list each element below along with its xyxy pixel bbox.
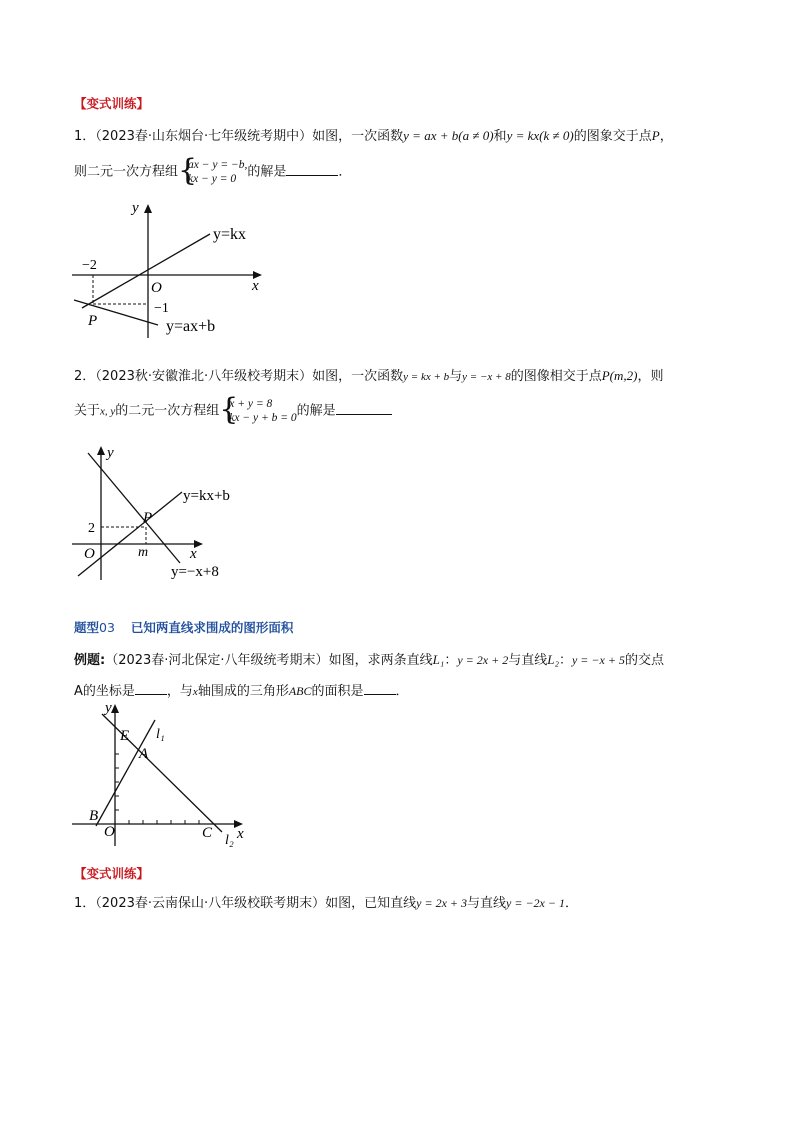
problem-text: 的图象交于点 — [573, 129, 652, 144]
equation: y = −x + 5 — [571, 653, 625, 667]
problem-text: 的交点 — [624, 653, 664, 668]
label-origin: O — [104, 824, 115, 840]
point-label: P — [651, 128, 660, 143]
label-y: y — [105, 700, 112, 716]
problem-text: 如图，一次函数 — [312, 369, 404, 384]
label-2: 2 — [88, 521, 95, 536]
problem-source: （2023秋·安徽淮北·八年级校考期末） — [95, 369, 313, 384]
problem-text: ． — [395, 684, 409, 699]
label-y: y — [107, 445, 114, 461]
problem-text: ，与 — [166, 684, 193, 699]
problem-text: 的图像相交于点 — [510, 369, 602, 384]
problem-text: ： — [558, 653, 572, 668]
question-type-header — [74, 618, 293, 636]
answer-blank[interactable] — [364, 682, 396, 695]
equation: y = −x + 8 — [462, 371, 511, 383]
example-line-1 — [74, 649, 664, 668]
equation-system — [219, 392, 297, 427]
line-name: L₂ — [547, 652, 559, 667]
problem-3-line-1 — [74, 892, 578, 911]
label-y: y — [132, 200, 139, 216]
label-origin: O — [84, 546, 95, 562]
problem-1-line-1 — [74, 125, 673, 144]
problem-text: 则二元一次方程组 — [74, 164, 179, 180]
system-row: kx − y + b = 0 — [229, 412, 297, 424]
label-m: m — [138, 545, 149, 560]
problem-text: 的二元一次方程组 — [115, 403, 220, 419]
equation: y = kx + b — [403, 371, 450, 383]
label-origin: O — [151, 280, 162, 296]
point-label: P(m,2) — [601, 368, 638, 383]
equation: y = ax + b(a ≠ 0) — [403, 128, 494, 143]
answer-blank[interactable] — [336, 402, 392, 415]
label-line-kx-b: y=kx+b — [183, 488, 230, 504]
label-e: E — [120, 728, 130, 744]
problem-text: ： — [444, 653, 458, 668]
answer-blank[interactable] — [135, 682, 167, 695]
problem-text: 与 — [449, 369, 463, 384]
label-x: x — [237, 826, 244, 842]
section-header-variant-2: 【变式训练】 — [74, 866, 150, 881]
answer-blank[interactable] — [286, 163, 338, 176]
brace-icon: { — [219, 392, 239, 427]
problem-text: 的解是 — [247, 164, 287, 180]
problem-text: A的坐标是 — [74, 684, 135, 699]
label-p: P — [88, 313, 98, 329]
equation: y = 2x + 2 — [457, 653, 509, 667]
y-axis-arrow-icon — [111, 704, 119, 713]
label-minus-2: −2 — [82, 258, 97, 273]
variable: x — [192, 686, 198, 698]
problem-2-line-2 — [74, 392, 392, 427]
problem-text: 关于 — [74, 403, 101, 419]
equation: y = kx(k ≠ 0) — [506, 128, 574, 143]
triangle-name: ABC — [288, 684, 312, 698]
label-b: B — [89, 808, 99, 824]
line-y-kx — [82, 234, 210, 308]
example-label: 例题: — [74, 653, 106, 668]
equation: y = −2x − 1 — [506, 896, 565, 910]
problem-1-line-2 — [74, 153, 352, 188]
example-line-2 — [74, 680, 409, 699]
brace-icon: { — [178, 153, 198, 188]
figure-1-graph — [70, 198, 270, 343]
label-c: C — [202, 825, 213, 841]
label-l1: l₁ — [156, 727, 165, 742]
label-p: P — [143, 510, 153, 526]
type-label: 题型 — [74, 620, 100, 635]
problem-text: 与直线 — [508, 653, 548, 668]
line-name: L₁ — [432, 652, 445, 667]
problem-text: 如图，一次函数 — [312, 129, 404, 144]
problem-source: （2023春·山东烟台·七年级统考期中） — [95, 129, 313, 144]
problem-number: 2． — [74, 369, 96, 384]
problem-text: 如图，求两条直线 — [328, 653, 433, 668]
label-x: x — [252, 278, 259, 294]
equation: y = 2x + 3 — [416, 896, 468, 910]
type-number: 03 — [99, 620, 115, 635]
problem-text: 的面积是 — [311, 684, 364, 699]
system-row: ax − y = −b, — [188, 159, 248, 171]
problem-source: （2023春·云南保山·八年级校联考期末） — [95, 896, 326, 911]
figure-3-graph — [70, 698, 260, 850]
problem-text: ， — [659, 129, 673, 144]
problem-number: 1． — [74, 896, 96, 911]
problem-text: 轴围成的三角形 — [197, 684, 289, 699]
problem-text: 和 — [493, 129, 507, 144]
label-x: x — [190, 546, 197, 562]
problem-2-line-1 — [74, 365, 664, 384]
system-row: kx − y = 0 — [188, 173, 237, 185]
label-line-ax-b: y=ax+b — [166, 318, 216, 335]
variables: x, y — [100, 405, 116, 418]
problem-number: 1． — [74, 129, 96, 144]
problem-text: 如图，已知直线 — [325, 896, 417, 911]
system-row: x + y = 8 — [229, 398, 273, 410]
y-axis-arrow-icon — [144, 204, 152, 213]
figure-2-graph — [70, 440, 260, 585]
label-line-neg-x-8: y=−x+8 — [171, 564, 219, 580]
label-line-kx: y=kx — [213, 226, 247, 243]
section-header-variant-1: 【变式训练】 — [74, 96, 150, 111]
y-axis-arrow-icon — [97, 446, 105, 455]
example-source: （2023春·河北保定·八年级统考期末） — [105, 653, 329, 668]
label-l2: l₂ — [225, 833, 234, 848]
problem-text: ． — [564, 896, 578, 911]
problem-text: 与直线 — [467, 896, 507, 911]
line-y-neg-x-8 — [88, 453, 180, 563]
equation-system — [178, 153, 248, 188]
problem-text: 的解是 — [296, 403, 336, 419]
type-title: 已知两直线求围成的图形面积 — [130, 620, 294, 635]
label-minus-1: −1 — [154, 301, 169, 316]
problem-text: ． — [338, 164, 352, 180]
label-a: A — [139, 746, 149, 762]
problem-text: ，则 — [637, 369, 664, 384]
